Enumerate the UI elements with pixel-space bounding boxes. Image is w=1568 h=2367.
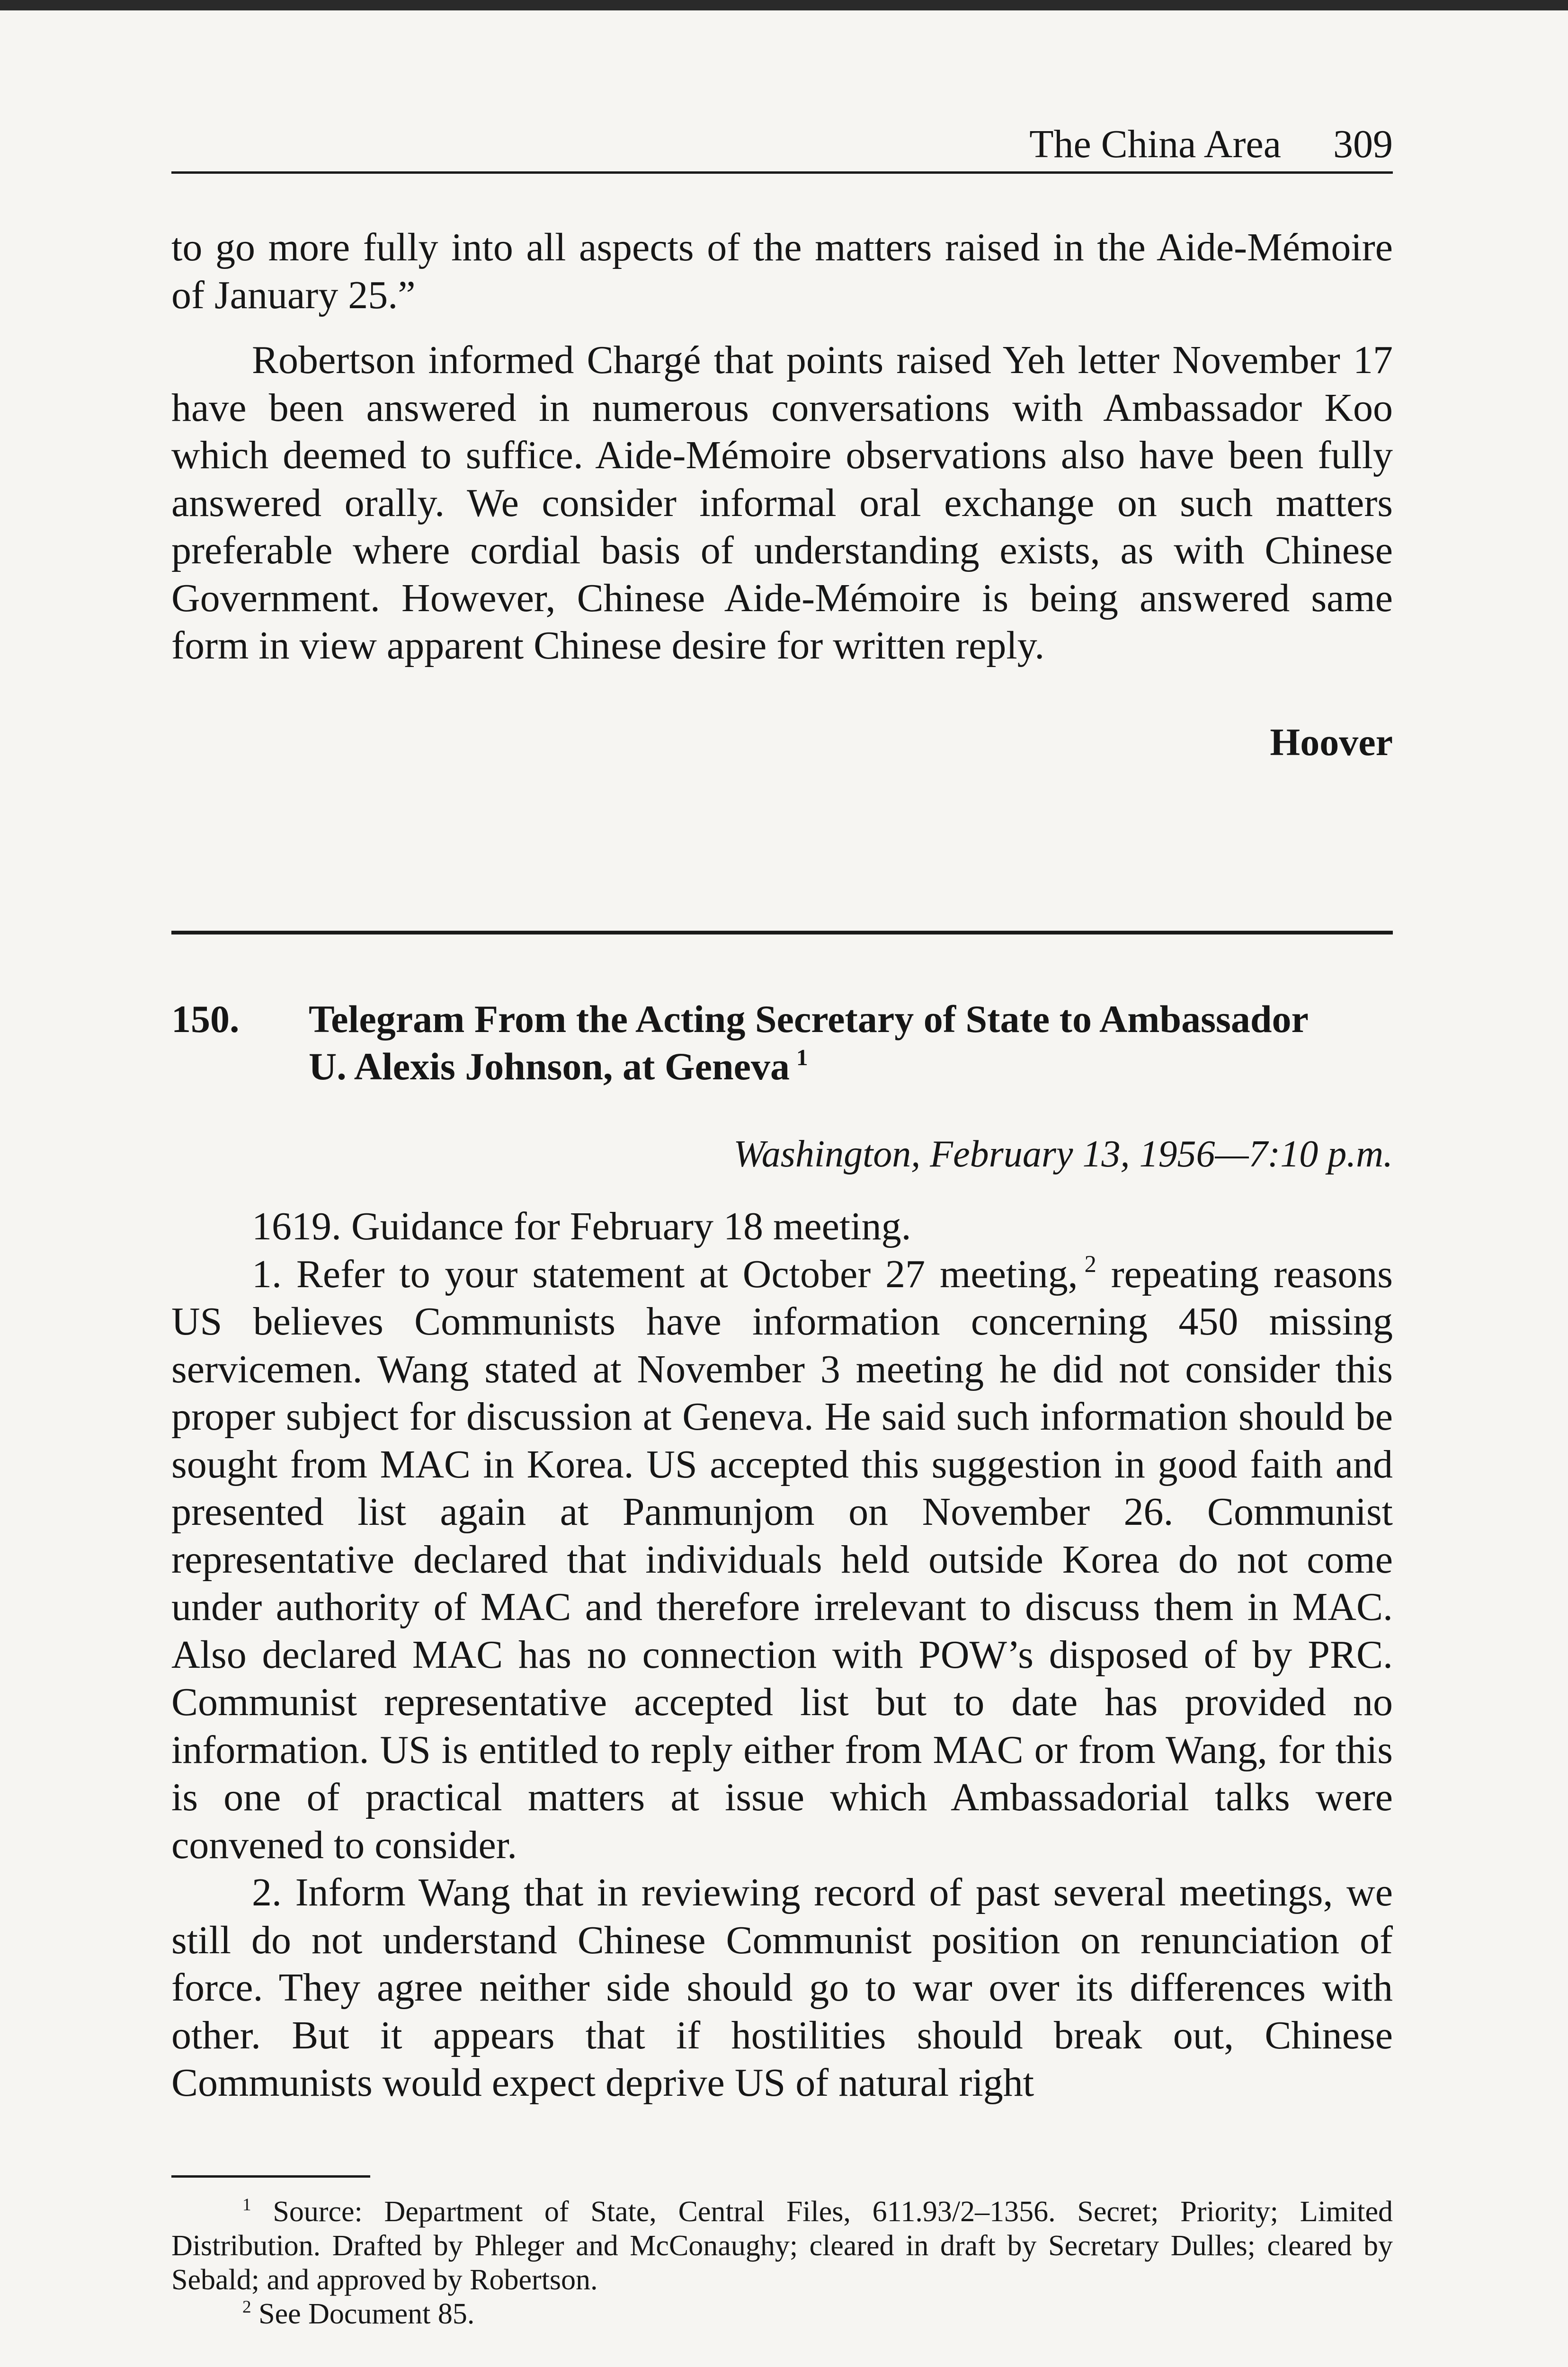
scan-top-edge: [0, 0, 1568, 10]
footnote-ref-1: 1: [796, 1044, 808, 1070]
document-number: 150.: [171, 997, 240, 1041]
paragraph-robertson: Robertson informed Chargé that points raised Yeh letter November 17 have been answered in numerous conversations with Ambassador Koo which deemed to suffice. Aide-Mémoire observations also have been fully answered orally. We consider informal oral exchange on such matters preferable where cordial basis of understanding exists, as with Chinese Government. However, Chinese Aide-Mémoire is being answered same form in view apparent Chinese desire for written reply.: [171, 338, 1393, 667]
document-title: [309, 996, 1350, 1090]
footnote-rule: [171, 2175, 370, 2178]
running-head-section: The China Area: [1029, 122, 1281, 166]
section-rule: [171, 931, 1393, 934]
telegram-item-1: [171, 1251, 1393, 1869]
telegram-body: [171, 1203, 1393, 2107]
item-1-text-a: 1. Refer to your statement at October 27 meeting,: [252, 1252, 1078, 1296]
footnote-1-mark: 1: [242, 2195, 251, 2215]
signature: Hoover: [1270, 721, 1393, 764]
header-rule: [171, 171, 1393, 174]
running-head: [171, 121, 1393, 168]
telegram-opening: 1619. Guidance for February 18 meeting.: [252, 1204, 911, 1248]
footnote-2-mark: 2: [242, 2297, 251, 2317]
footnote-1: [171, 2195, 1393, 2297]
dateline: Washington, February 13, 1956—7:10 p.m.: [733, 1133, 1393, 1175]
footnotes: [171, 2195, 1393, 2331]
telegram-item-2: 2. Inform Wang that in reviewing record of past several meetings, we still do not understand Chinese Communist position on renunciation of force. They agree neither side should go to war over its differences with other. But it appears that if hostilities should break out, Chinese Communists would expect deprive US of natural right: [171, 1870, 1393, 2105]
footnote-1-text: Source: Department of State, Central Files, 611.93/2–1356. Secret; Priority; Limited Distribution. Drafted by Phleger and McConaughy; cleared in draft by Secretary Dulles; cleared by Sebald; and approved by Robertson.: [171, 2196, 1393, 2296]
document-title-text: Telegram From the Acting Secretary of State to Ambassador U. Alexis Johnson, at Geneva: [309, 997, 1308, 1088]
item-1-text-b: repeating reasons US believes Communists have information concerning 450 missing servicemen. Wang stated at November 3 meeting he did not consider this proper subject for discussion at Geneva. He said such information should be sought from MAC in Korea. US accepted this suggestion in good faith and presented list again at Panmunjom on November 26. Communist representative declared that individuals held outside Korea do not come under authority of MAC and therefore irrelevant to discuss them in MAC. Also declared MAC has no connection with POW’s disposed of by PRC. Communist representative accepted list but to date has provided no information. US is entitled to reply either from MAC or from Wang, for this is one of practical matters at issue which Ambassadorial talks were convened to consider.: [171, 1252, 1393, 1867]
continuation-paragraph: to go more fully into all aspects of the matters raised in the Aide-Mémoire of January 25.”: [171, 225, 1393, 317]
footnote-ref-2: 2: [1084, 1251, 1096, 1278]
page-number: 309: [1333, 122, 1393, 166]
footnote-2: [171, 2297, 1393, 2331]
footnote-2-text: See Document 85.: [258, 2298, 475, 2330]
